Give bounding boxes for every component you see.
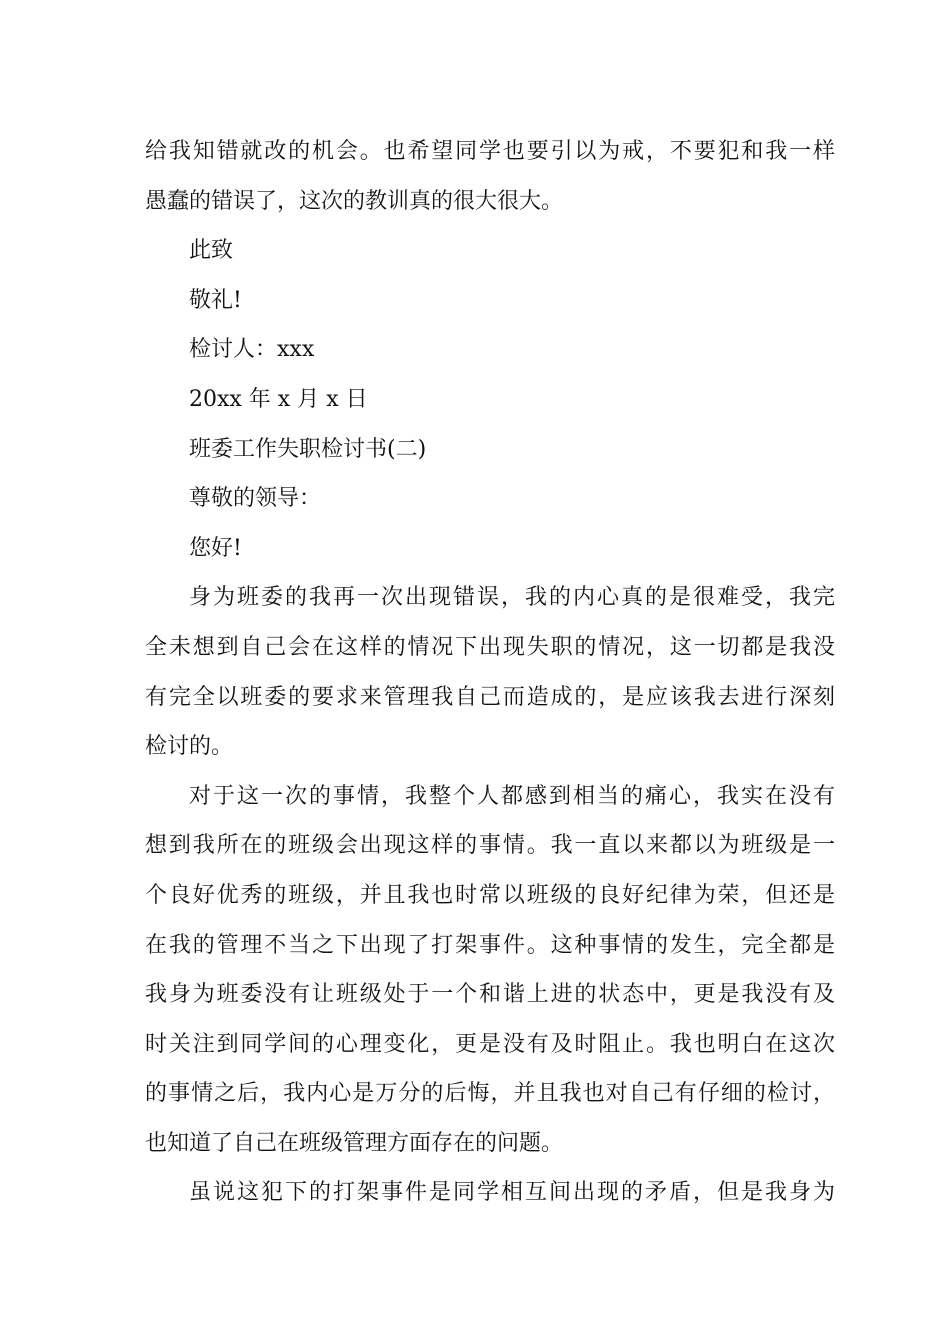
body-line: 身为班委的我再一次出现错误，我的内心真的是很难受，我完 [189,585,835,611]
body-line: 的事情之后，我内心是万分的后悔，并且我也对自己有仔细的检讨， [145,1081,835,1107]
signature-date: 20xx 年 x 月 x 日 [189,386,368,412]
greeting-addressee: 尊敬的领导： [189,486,322,512]
body-line: 我身为班委没有让班级处于一个和谐上进的状态中，更是我没有及 [145,982,835,1008]
body-line: 给我知错就改的机会。也希望同学也要引以为戒，不要犯和我一样 [145,139,835,164]
signature-author: 检讨人：xxx [189,337,315,363]
greeting-hello: 您好! [189,535,242,561]
body-line: 全未想到自己会在这样的情况下出现失职的情况，这一切都是我没 [145,634,835,660]
document-body [145,127,835,1218]
body-line: 对于这一次的事情，我整个人都感到相当的痛心，我实在没有 [189,783,835,809]
body-line: 在我的管理不当之下出现了打架事件。这种事情的发生，完全都是 [145,932,835,958]
body-line: 想到我所在的班级会出现这样的事情。我一直以来都以为班级是一 [145,833,835,859]
section-title: 班委工作失职检讨书(二) [189,436,427,462]
body-line: 检讨的。 [145,734,234,760]
body-line: 愚蠢的错误了，这次的教训真的很大很大。 [145,188,564,214]
closing-salutation: 此致 [189,238,234,264]
body-line: 虽说这犯下的打架事件是同学相互间出现的矛盾，但是我身为 [189,1180,835,1206]
body-line: 也知道了自己在班级管理方面存在的问题。 [145,1130,564,1156]
closing-respect: 敬礼! [189,287,242,313]
body-line: 个良好优秀的班级，并且我也时常以班级的良好纪律为荣，但还是 [145,882,835,908]
body-line: 时关注到同学间的心理变化，更是没有及时阻止。我也明白在这次 [145,1031,835,1057]
body-line: 有完全以班委的要求来管理我自己而造成的，是应该我去进行深刻 [145,684,835,710]
